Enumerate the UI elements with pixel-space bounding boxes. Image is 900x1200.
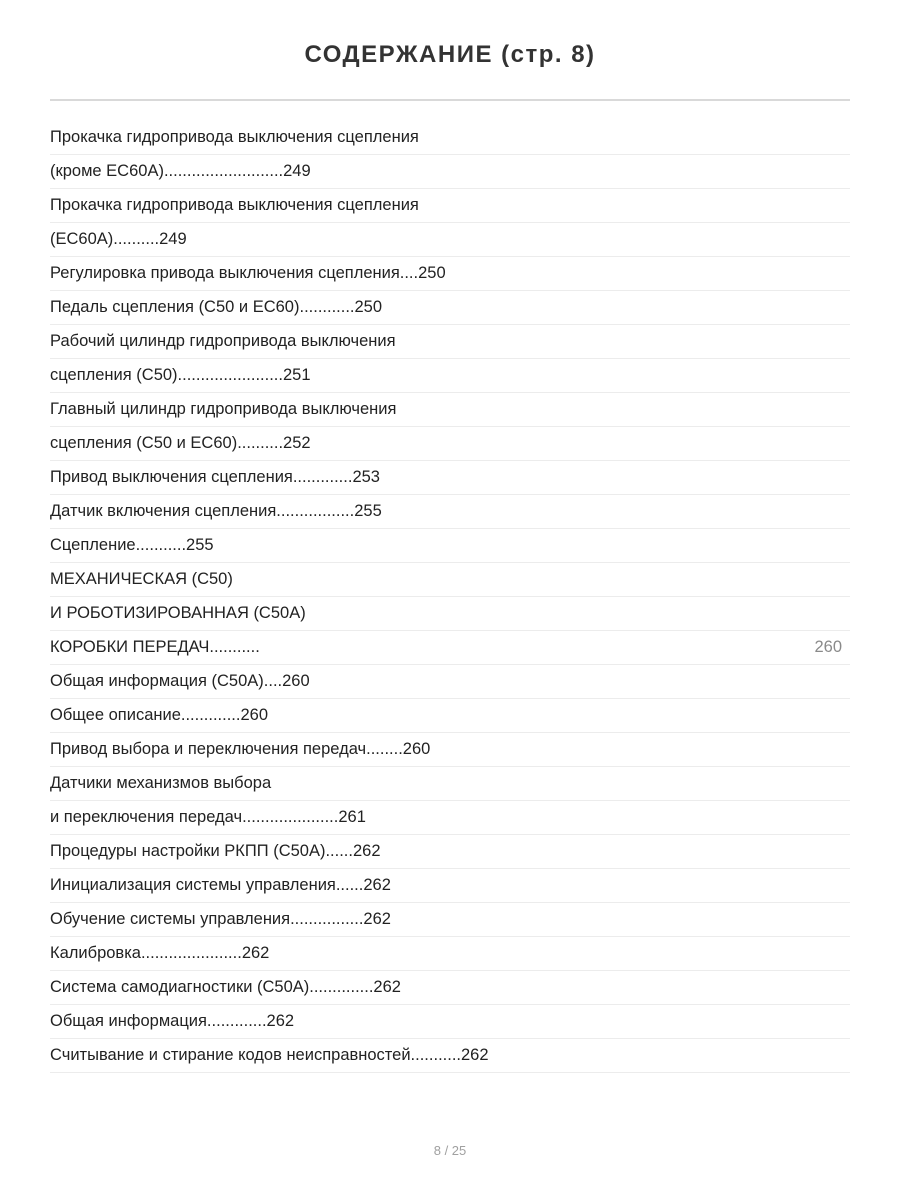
toc-entry-text: сцепления (С50).......................251 [50,366,311,384]
toc-entry[interactable] [50,903,850,937]
toc-entry-text: Сцепление...........255 [50,536,214,554]
toc-entry-text: Педаль сцепления (С50 и ЕС60)............250 [50,298,383,316]
toc-entry-text: Регулировка привода выключения сцепления....250 [50,264,446,282]
toc-entry-text: Процедуры настройки РКПП (С50А)......262 [50,842,381,860]
toc-entry-text: Инициализация системы управления......262 [50,876,391,894]
toc-entry-text: МЕХАНИЧЕСКАЯ (С50) [50,570,233,588]
toc-entry[interactable] [50,563,850,597]
toc-entry-text: Главный цилиндр гидропривода выключения [50,400,397,418]
toc-entry[interactable] [50,359,850,393]
page-title: СОДЕРЖАНИЕ (стр. 8) [304,41,596,68]
toc-entry[interactable] [50,325,850,359]
toc-entry-text: Считывание и стирание кодов неисправностей...........262 [50,1046,489,1064]
toc-entry-text: (кроме ЕС60А)..........................249 [50,162,311,180]
toc-entry-text: Датчики механизмов выбора [50,774,272,792]
toc-entry-text: И РОБОТИЗИРОВАННАЯ (С50А) [50,604,306,622]
toc-entry-text: КОРОБКИ ПЕРЕДАЧ........... [50,638,260,656]
toc-entry-text: Рабочий цилиндр гидропривода выключения [50,332,396,350]
toc-entry[interactable] [50,733,850,767]
title-divider [50,99,850,101]
toc-entry[interactable] [50,1005,850,1039]
toc-entry[interactable] [50,937,850,971]
toc-entry[interactable] [50,461,850,495]
toc-entry-text: (ЕС60А)..........249 [50,230,187,248]
toc-entry[interactable] [50,189,850,223]
toc-entry[interactable] [50,257,850,291]
toc-entry-text: Общая информация.............262 [50,1012,295,1030]
toc-entry-text: Прокачка гидропривода выключения сцепления [50,196,419,214]
toc-entry[interactable] [50,767,850,801]
toc-entry-text: Общее описание.............260 [50,706,268,724]
toc-entry-text: Система самодиагностики (С50А)..............262 [50,978,401,996]
toc-entry[interactable] [50,121,850,155]
toc-entry[interactable] [50,835,850,869]
toc-entry-text: Обучение системы управления................262 [50,910,391,928]
toc-entry[interactable] [50,529,850,563]
toc-entry[interactable] [50,801,850,835]
toc-entry-text: сцепления (С50 и ЕС60)..........252 [50,434,311,452]
toc-entry[interactable] [50,699,850,733]
toc-entry-text: Привод выбора и переключения передач........260 [50,740,431,758]
toc-entry[interactable] [50,971,850,1005]
table-of-contents [50,121,850,1073]
toc-entry[interactable] [50,155,850,189]
toc-entry-text: Общая информация (С50А)....260 [50,672,310,690]
toc-entry-text: Прокачка гидропривода выключения сцепления [50,128,419,146]
toc-entry[interactable] [50,597,850,631]
toc-entry-text: и переключения передач.....................261 [50,808,366,826]
toc-entry[interactable] [50,427,850,461]
toc-entry[interactable] [50,1039,850,1073]
toc-entry[interactable] [50,495,850,529]
toc-entry[interactable] [50,223,850,257]
toc-entry[interactable] [50,291,850,325]
toc-entry[interactable] [50,631,850,665]
toc-entry[interactable] [50,665,850,699]
toc-entry[interactable] [50,869,850,903]
toc-entry-text: Калибровка......................262 [50,944,270,962]
toc-entry-text: Привод выключения сцепления.............253 [50,468,380,486]
toc-entry-page-number: 260 [814,638,842,656]
toc-entry-text: Датчик включения сцепления.................255 [50,502,382,520]
page-indicator: 8 / 25 [433,1143,467,1158]
toc-entry[interactable] [50,393,850,427]
